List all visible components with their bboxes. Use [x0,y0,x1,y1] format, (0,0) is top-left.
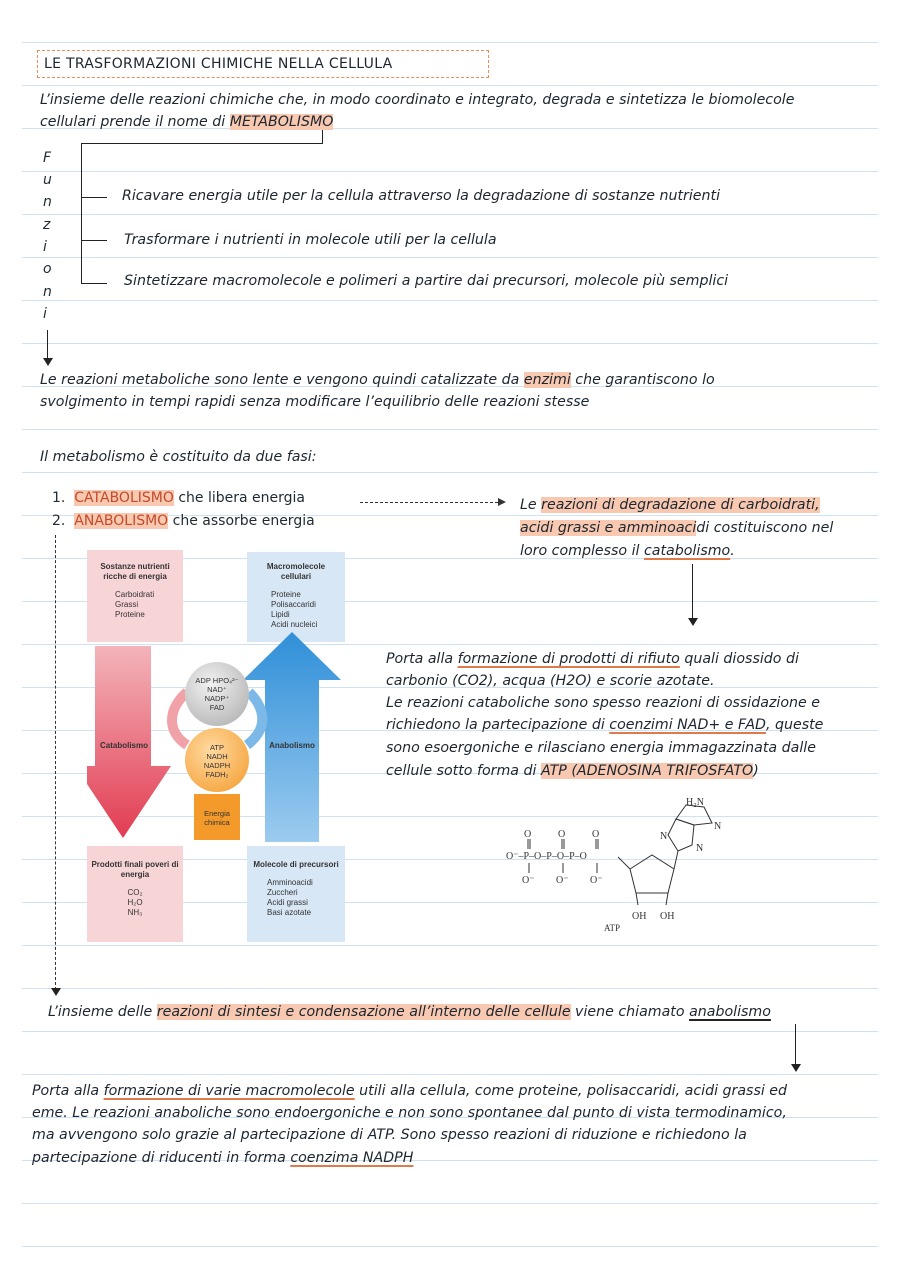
cat-detail-line-1: Porta alla formazione di prodotti di rifiuto quali diossido di [386,651,799,667]
svg-text:O: O [592,829,600,840]
macromolecole-title: Macromolecole cellulari [266,562,326,581]
cat-detail-line-2: carbonio (CO2), acqua (H2O) e scorie azotate. [386,673,715,689]
svg-text:O: O [558,829,566,840]
catabolismo-label: Catabolismo [99,741,148,750]
intro-line-1: L’insieme delle reazioni chimiche che, in modo coordinato e integrato, degrada e sintetizza le biomolecole [40,92,795,108]
bracket-connector [322,130,323,144]
cat-detail-line-5: sono esoergoniche e rilasciano energia immagazzinata dalle [386,740,816,756]
catabolismo-dashed-arrow [360,502,498,503]
ana-detail-line-3: ma avvengono solo grazie al partecipazione di ATP. Sono spesso reazioni di riduzione e richiedono la [32,1127,747,1143]
ana-detail-line-1: Porta alla formazione di varie macromolecole utili alla cellula, come proteine, polisaccaridi, acidi grassi ed [32,1083,788,1099]
cat-detail-line-3: Le reazioni cataboliche sono spesso reazioni di ossidazione e [386,695,820,711]
page-title: LE TRASFORMAZIONI CHIMICHE NELLA CELLULA [37,50,489,78]
metabolism-figure: Sostanze nutrienti ricche di energia Carboidrati Grassi Proteine Macromolecole cellulari Proteine Polisaccaridi Lipidi Acidi nucleici Prodotti finali poveri di energia CO₂ H₂O NH₃ Molecole di precursori Amminoacidi Zuccheri Acidi grassi Basi azotate Catabolismo Anabolismo ADP HPO₄²⁻ NAD⁺ NADP⁺ FAD ATP NADH NADPH FADH₂ Energia chimica [87,550,349,944]
svg-text:O⁻: O⁻ [522,875,535,886]
fasi-heading: Il metabolismo è costituito da due fasi: [40,449,317,465]
cycle-arrow-right [247,692,262,745]
nutrienti-title: Sostanze nutrienti ricche di energia [100,562,170,581]
anabolismo-note-arrow [795,1024,796,1066]
catabolismo-note-line-2: acidi grassi e amminoacidi costituiscono nel [520,520,834,536]
catabolismo-note-line-3: loro complesso il catabolismo. [520,543,735,559]
catabolismo-note-line-1: Le reazioni di degradazione di carboidrati, [520,497,820,513]
svg-text:O⁻: O⁻ [590,875,603,886]
catabolismo-note-arrow [692,564,693,620]
fase-item-2: 2. ANABOLISMO che assorbe energia [52,513,315,529]
atp-structure [500,795,730,935]
intro-line-2: cellulari prende il nome di METABOLISMO [40,114,334,130]
svg-text:N: N [660,831,668,842]
ana-detail-line-4: partecipazione di riducenti in forma coenzima NADPH [32,1150,414,1166]
cat-detail-line-6: cellule sotto forma di ATP (ADENOSINA TRIFOSFATO) [386,763,759,779]
svg-text:O⁻: O⁻ [556,875,569,886]
metabolismo-highlight: METABOLISMO [229,114,334,130]
svg-text:H₂N: H₂N [686,797,704,808]
funzione-item-1: Ricavare energia utile per la cellula attraverso la degradazione di sostanze nutrienti [122,188,721,204]
enzimi-highlight: enzimi [523,372,571,388]
enzimi-line-1: Le reazioni metaboliche sono lente e vengono quindi catalizzate da enzimi che garantiscono lo [40,372,715,388]
ana-detail-line-2: eme. Le reazioni anaboliche sono endoergoniche e non sono spontanee dal punto di vista termodinamico, [32,1105,787,1121]
anabolismo-note: L’insieme delle reazioni di sintesi e condensazione all’interno delle cellule viene chiamato anabolismo [48,1004,771,1020]
funzione-item-2: Trasformare i nutrienti in molecole utili per la cellula [124,232,497,248]
funzioni-arrow-head [43,358,53,366]
fase-item-1: 1. CATABOLISMO che libera energia [52,490,305,506]
anabolismo-label: Anabolismo [269,741,315,750]
funzioni-arrow-line [47,330,48,360]
anabolismo-dashed-arrow [55,535,56,990]
bracket-top-line [81,143,323,144]
precursori-title: Molecole di precursori [253,860,339,869]
atp-oh-2: OH [660,911,675,922]
svg-text:O⁻–P–O–P–O–P–O: O⁻–P–O–P–O–P–O [506,851,587,862]
atp-oh-1: OH [632,911,647,922]
svg-text:O: O [524,829,532,840]
cat-detail-line-4: richiedono la partecipazione di coenzimi NAD+ e FAD, queste [386,717,824,733]
bracket-vertical-line [81,143,82,284]
enzimi-line-2: svolgimento in tempi rapidi senza modificare l’equilibrio delle reazioni stesse [40,394,590,410]
svg-text:N: N [696,843,704,854]
svg-text:N: N [714,821,722,832]
funzione-item-3: Sintetizzare macromolecole e polimeri a partire dai precursori, molecole più semplici [124,273,729,289]
atp-label: ATP [604,923,621,933]
prodotti-title: Prodotti finali poveri di energia [91,860,179,879]
